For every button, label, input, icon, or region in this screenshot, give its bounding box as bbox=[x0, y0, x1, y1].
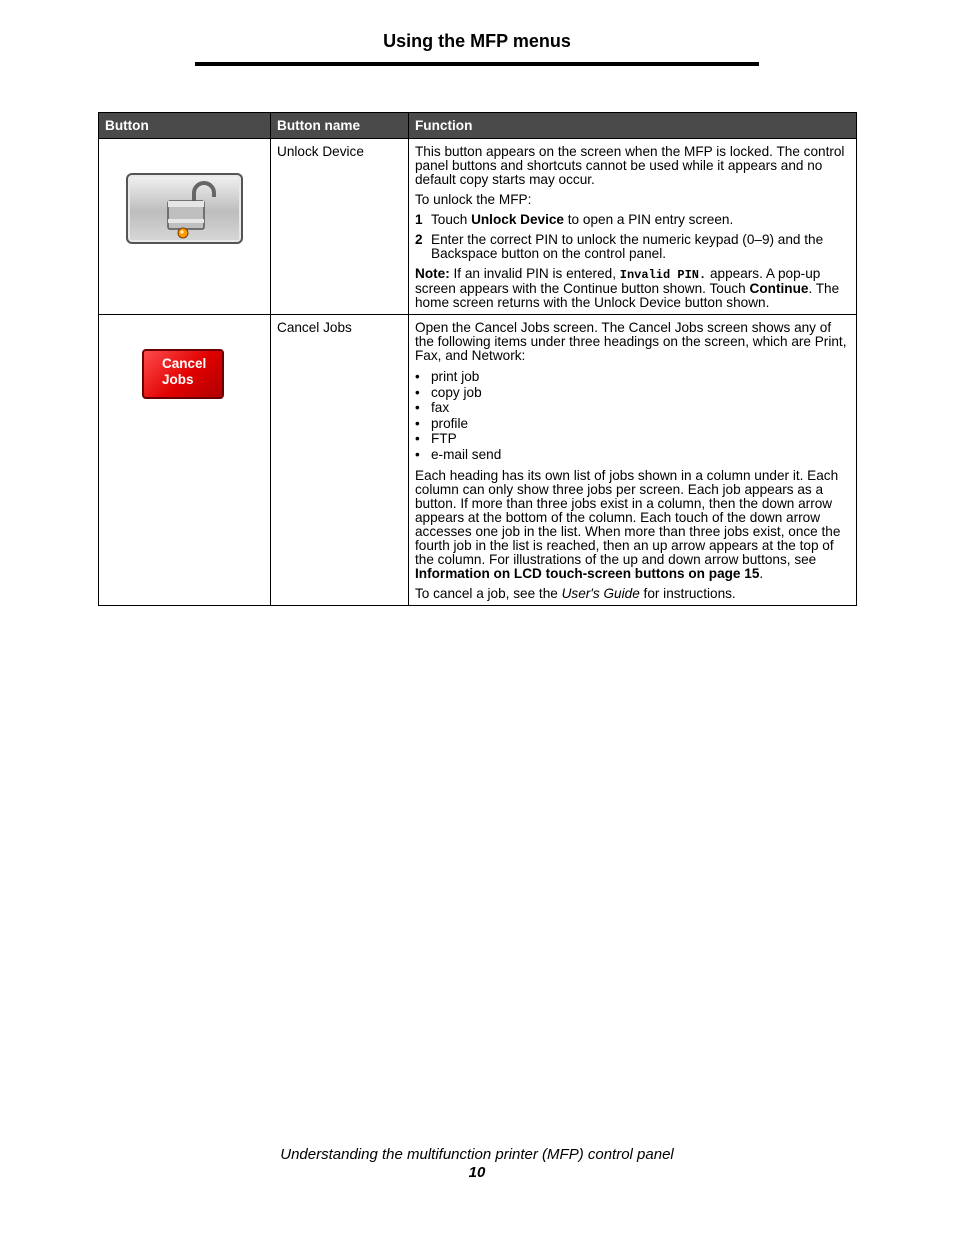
unlock-device-button-image bbox=[126, 173, 243, 244]
column-header-button-name: Button name bbox=[271, 113, 409, 139]
button-image-cell bbox=[99, 315, 271, 606]
page-number: 10 bbox=[468, 1164, 486, 1181]
step-item bbox=[415, 213, 850, 227]
job-type-list bbox=[415, 369, 850, 463]
title-rule bbox=[195, 62, 759, 66]
list-item: • profile bbox=[415, 415, 469, 431]
button-name-cell: Unlock Device bbox=[271, 139, 409, 315]
table-row bbox=[99, 315, 857, 606]
function-paragraph: Open the Cancel Jobs screen. The Cancel Jobs screen shows any of the following items under three headings on the screen, which are Print, Fax, and Network: bbox=[415, 320, 847, 363]
note-paragraph: Note: If an invalid PIN is entered, Invalid PIN. appears. A pop-up screen appears with the Continue button shown. Touch Continue. The home screen returns with the Unlock Device button shown. bbox=[415, 266, 840, 310]
list-item: • copy job bbox=[415, 384, 482, 400]
list-item: • print job bbox=[415, 369, 480, 384]
page-footer bbox=[0, 1146, 954, 1182]
function-cell bbox=[409, 315, 857, 606]
function-paragraph: Each heading has its own list of jobs shown in a column under it. Each column can only show three jobs per screen. Each job appears as a button. If more than three jobs exist in a column, then the down arrow appears at the bottom of the column. Each touch of the down arrow accesses one job in the list. When more than three jobs exist, once the fourth job in the list is reached, then an up arrow appears at the top of the column. For illustrations of the up and down arrow buttons, see Information on LCD touch-screen buttons on page 15. bbox=[415, 467, 841, 581]
button-function-table bbox=[98, 112, 857, 606]
list-item: • FTP bbox=[415, 431, 457, 447]
step-item bbox=[415, 233, 850, 261]
column-header-button: Button bbox=[99, 113, 271, 139]
step-number: 2 bbox=[415, 232, 423, 247]
function-paragraph: To unlock the MFP: bbox=[415, 192, 532, 207]
footer-section-title: Understanding the multifunction printer (MFP) control panel bbox=[280, 1146, 674, 1163]
step-text: Enter the correct PIN to unlock the numeric keypad (0–9) and the Backspace button on the control panel. bbox=[431, 232, 824, 261]
step-number: 1 bbox=[415, 212, 423, 227]
list-item: • e-mail send bbox=[415, 446, 502, 462]
cancel-jobs-button-image: Cancel Jobs bbox=[142, 349, 224, 399]
unlock-padlock-icon bbox=[128, 175, 241, 242]
function-paragraph: This button appears on the screen when the MFP is locked. The control panel buttons and shortcuts cannot be used while it appears and no default copy starts may occur. bbox=[415, 144, 845, 187]
column-header-function: Function bbox=[409, 113, 857, 139]
step-text: Touch Unlock Device to open a PIN entry screen. bbox=[431, 212, 734, 227]
button-name-cell: Cancel Jobs bbox=[271, 315, 409, 606]
table-row bbox=[99, 139, 857, 315]
list-item: • fax bbox=[415, 400, 450, 416]
table-header-row bbox=[99, 113, 857, 139]
function-paragraph: To cancel a job, see the User's Guide for instructions. bbox=[415, 585, 736, 601]
function-cell bbox=[409, 139, 857, 315]
button-image-cell bbox=[99, 139, 271, 315]
page-title: Using the MFP menus bbox=[383, 31, 571, 51]
cross-reference-link[interactable]: Information on LCD touch-screen buttons on page 15 bbox=[415, 565, 760, 581]
